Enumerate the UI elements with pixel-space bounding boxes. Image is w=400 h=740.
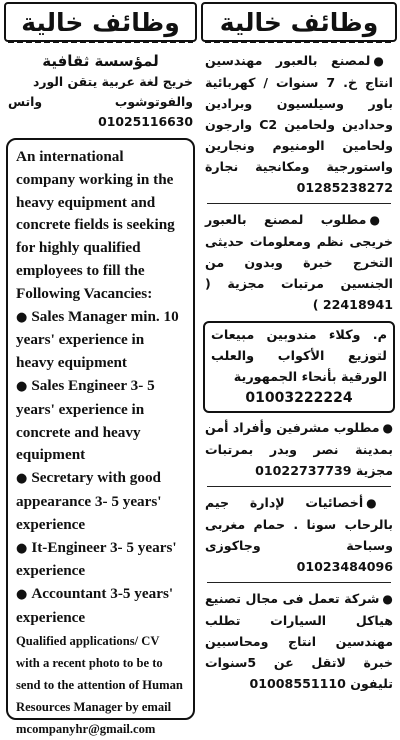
bullet-icon: ● [16, 378, 28, 394]
divider [207, 203, 391, 204]
bullet-icon: ● [16, 471, 28, 487]
bullet-icon: ● [382, 421, 393, 435]
bullet-icon: ● [382, 592, 393, 606]
org-title: لمؤسسة ثقافية [42, 52, 159, 70]
bullet-icon: ● [369, 213, 393, 227]
bullet-icon: ● [373, 54, 393, 68]
right-header-underline [205, 40, 393, 43]
left-line-2: والفوتوشوب واتس 01025116630 [8, 94, 193, 129]
left-column [4, 2, 197, 736]
vacancy-item: ● Accountant 3-5 years' experience [16, 585, 174, 626]
ad-gym-specialists: ●أخصائيات لإدارة جيم بالرحاب سونا . حمام مغربى وسباحة وجاكوزى 01023484096 [205, 495, 393, 574]
bullet-icon: ● [16, 587, 28, 603]
vacancy-item: ● Sales Manager min. 10 years' experience in heavy equipment [16, 307, 179, 372]
ad-factory-obour: ●لمصنع بالعبور مهندسين انتاج خ. 7 سنوات / كهربائية باور وسيلسيون وبرادين وحدادين ولحامين C2 وارجون ولحامين الومنيوم ونجارين واستورجية ومكانجية نجارة 01285238272 [205, 53, 393, 195]
left-ad-arabic [4, 50, 197, 132]
bullet-icon: ● [16, 309, 28, 325]
ad-security-staff: ●مطلوب مشرفين وأفراد أمن بمدينة نصر وبدر بمرتبات مجزية 01022737739 [204, 420, 393, 478]
divider [207, 486, 391, 487]
vacancy-item: ● It-Engineer 3- 5 years' experience [16, 538, 177, 580]
english-closing: Qualified applications/ CV with a recent photo to be to send to the attention of Human Resources Manager by email mcompanyhr@gmail.com [16, 633, 183, 736]
divider [207, 582, 391, 583]
bullet-icon: ● [16, 540, 28, 556]
left-line-1: خريج لغة عربية يتقن الورد [33, 74, 193, 89]
ad-car-bodies-company: ●شركة تعمل فى مجال تصنيع هياكل السيارات تطلب مهندسين انتاج ومحاسبين خبرة لاتقل عن 5سنوات تليفون 01008551110 [205, 591, 393, 691]
english-intro: An international company working in the heavy equipment and concrete fields is seeking for highly qualified employees to fill the Following Vacancies: [16, 148, 175, 302]
left-header-underline [8, 40, 193, 43]
vacancy-item: ● Sales Engineer 3- 5 years' experience in concrete and heavy equipment [16, 376, 155, 464]
ad-sales-agents-box: م. وكلاء مندوبين مبيعات لتوزيع الأكواب والعلب الورقية بأنحاء الجمهورية 01003222224 [203, 321, 395, 413]
vacancy-item: ● Secretary with good appearance 3- 5 years' experience [16, 469, 162, 533]
left-header: وظائف خالية [4, 2, 197, 42]
bullet-icon: ● [366, 496, 393, 510]
right-column [201, 2, 397, 724]
english-ad-box [6, 138, 195, 736]
right-ads [201, 50, 397, 694]
ad-systems-graduates: ●مطلوب لمصنع بالعبور خريجى نظم ومعلومات حديثى التخرج خبرة وبدون من الجنسين مرتبات مجزية ( 22418941 ) [205, 212, 393, 312]
boxed-phone: 01003222224 [245, 390, 353, 406]
right-header: وظائف خالية [201, 2, 397, 42]
